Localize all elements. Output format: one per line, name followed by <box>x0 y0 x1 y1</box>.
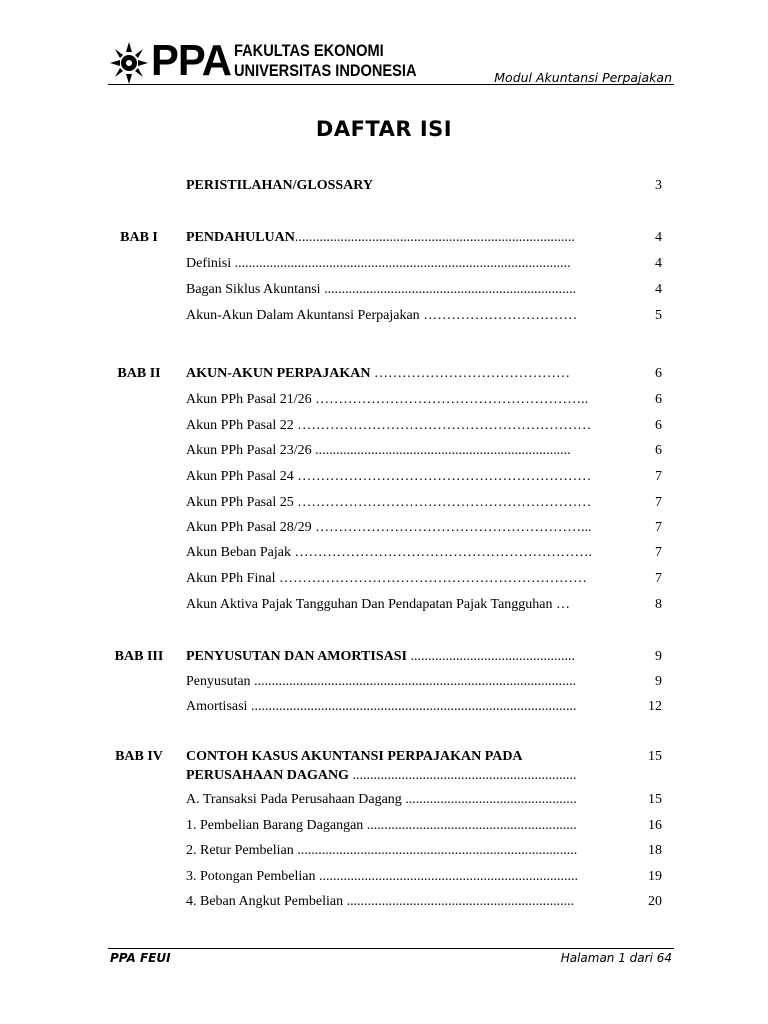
toc-row <box>0 390 768 410</box>
toc-entry-text: PENDAHULUAN <box>186 230 295 245</box>
toc-row <box>0 697 768 717</box>
page-title: DAFTAR ISI <box>315 117 453 141</box>
toc-entry[interactable] <box>186 647 620 667</box>
toc-entry-text: PENYUSUTAN DAN AMORTISASI <box>186 649 407 664</box>
toc-entry[interactable] <box>186 697 620 717</box>
toc-row <box>0 228 768 248</box>
toc-row <box>0 672 768 692</box>
module-title: Modul Akuntansi Perpajakan <box>494 70 672 85</box>
toc-page-number: 7 <box>655 469 662 484</box>
toc-entry[interactable] <box>186 390 620 410</box>
toc-entry[interactable] <box>186 364 620 384</box>
toc-row <box>0 747 768 767</box>
toc-leader-dots: ............................................... <box>406 649 575 664</box>
toc-entry[interactable] <box>186 543 620 563</box>
toc-entry-text: A. Transaksi Pada Perusahaan Dagang <box>186 792 402 807</box>
toc-page-number: 7 <box>655 495 662 510</box>
toc-row <box>0 841 768 861</box>
toc-row <box>0 892 768 912</box>
toc-row <box>0 176 768 196</box>
toc-page-number: 15 <box>648 792 662 807</box>
toc-entry[interactable] <box>186 766 620 786</box>
toc-leader-dots: ………………………………………………….. <box>311 392 589 407</box>
toc-entry-text: Akun Aktiva Pajak Tangguhan Dan Pendapatan Pajak Tangguhan <box>186 597 553 612</box>
toc-leader-dots: ........................................................................ <box>320 282 577 297</box>
toc-page-number: 4 <box>655 230 662 245</box>
toc-row <box>0 493 768 513</box>
toc-page-number: 5 <box>655 308 662 323</box>
toc-entry[interactable] <box>186 867 620 887</box>
toc-page-number: 6 <box>655 443 662 458</box>
toc-entry-text: Definisi <box>186 256 232 271</box>
toc-entry[interactable] <box>186 176 620 196</box>
toc-entry-text: Akun PPh Pasal 28/29 <box>186 520 312 535</box>
toc-entry[interactable] <box>186 228 620 248</box>
toc-page-number: 4 <box>655 256 662 271</box>
toc-page-number: 9 <box>655 649 662 664</box>
toc-entry-text: Akun PPh Pasal 23/26 <box>186 443 312 458</box>
toc-leader-dots: ................................................. <box>401 792 577 807</box>
toc-leader-dots: …………………………… <box>419 308 578 323</box>
footer-divider <box>108 948 674 949</box>
toc-entry[interactable] <box>186 280 620 300</box>
toc-entry-text: PERUSAHAAN DAGANG <box>186 768 349 783</box>
toc-leader-dots: ......................................................................... <box>311 443 571 458</box>
toc-row <box>0 364 768 384</box>
toc-entry-text: 4. Beban Angkut Pembelian <box>186 894 344 909</box>
toc-entry-text: Akun-Akun Dalam Akuntansi Perpajakan <box>186 308 420 323</box>
toc-page-number: 8 <box>655 597 662 612</box>
logo-faculty-name: FAKULTAS EKONOMI <box>234 41 384 60</box>
toc-entry[interactable] <box>186 841 620 861</box>
toc-leader-dots: … <box>552 597 571 612</box>
toc-entry[interactable] <box>186 306 620 326</box>
toc-page-number: 7 <box>655 571 662 586</box>
toc-leader-dots: ……………………………………………………… <box>293 418 592 433</box>
toc-entry-text: PERISTILAHAN/GLOSSARY <box>186 178 373 193</box>
toc-row <box>0 416 768 436</box>
toc-page-number: 7 <box>655 520 662 535</box>
toc-entry-text: Akun PPh Final <box>186 571 276 586</box>
toc-page-number: 6 <box>655 366 662 381</box>
toc-row <box>0 790 768 810</box>
toc-chapter-label: BAB III <box>114 649 164 664</box>
toc-entry-text: 3. Potongan Pembelian <box>186 869 316 884</box>
toc-page-number: 18 <box>648 843 662 858</box>
toc-leader-dots: ............................................................ <box>363 818 577 833</box>
university-emblem-icon <box>108 40 150 86</box>
toc-row <box>0 647 768 667</box>
toc-row <box>0 441 768 461</box>
toc-row <box>0 595 768 615</box>
header-divider <box>108 84 674 85</box>
toc-entry-text: Bagan Siklus Akuntansi <box>186 282 321 297</box>
toc-page-number: 16 <box>648 818 662 833</box>
toc-chapter-label: BAB I <box>120 230 158 245</box>
toc-page-number: 7 <box>655 545 662 560</box>
toc-leader-dots: ............................................................................................ <box>250 674 577 689</box>
toc-row <box>0 280 768 300</box>
toc-leader-dots: …………………………………… <box>370 366 570 381</box>
toc-leader-dots: …………………………………………………... <box>311 520 592 535</box>
toc-chapter-label: BAB IV <box>115 749 163 764</box>
toc-entry-text: Penyusutan <box>186 674 251 689</box>
toc-row <box>0 518 768 538</box>
toc-page-number: 4 <box>655 282 662 297</box>
toc-leader-dots: ............................................................................................. <box>247 699 577 714</box>
toc-entry[interactable] <box>186 493 620 513</box>
logo-university-name: UNIVERSITAS INDONESIA <box>234 61 417 80</box>
toc-row <box>0 254 768 274</box>
toc-row <box>0 569 768 589</box>
toc-entry-text: Akun PPh Pasal 25 <box>186 495 294 510</box>
toc-entry-text: Akun PPh Pasal 21/26 <box>186 392 312 407</box>
toc-page-number: 19 <box>648 869 662 884</box>
toc-page-number: 15 <box>648 749 662 764</box>
toc-row <box>0 306 768 326</box>
toc-entry[interactable] <box>186 467 620 487</box>
toc-entry[interactable] <box>186 254 620 274</box>
toc-leader-dots: ………………………………………………………… <box>275 571 587 586</box>
faculty-logo <box>108 36 417 86</box>
toc-page-number: 12 <box>648 699 662 714</box>
toc-leader-dots: ................................................................................ <box>294 230 575 245</box>
toc-entry-text: 2. Retur Pembelian <box>186 843 294 858</box>
toc-page-number: 9 <box>655 674 662 689</box>
toc-entry-text: 1. Pembelian Barang Dagangan <box>186 818 364 833</box>
toc-entry-text: Amortisasi <box>186 699 248 714</box>
toc-page-number: 6 <box>655 418 662 433</box>
toc-entry[interactable] <box>186 892 620 912</box>
toc-entry[interactable] <box>186 441 620 461</box>
toc-entry-text: Akun Beban Pajak <box>186 545 291 560</box>
toc-entry[interactable] <box>186 569 620 589</box>
toc-row <box>0 543 768 563</box>
toc-entry[interactable] <box>186 747 620 767</box>
toc-leader-dots: ................................................................. <box>343 894 575 909</box>
toc-entry[interactable] <box>186 790 620 810</box>
toc-leader-dots: ……………………………………………………… <box>293 469 592 484</box>
toc-entry[interactable] <box>186 416 620 436</box>
toc-page-number: 6 <box>655 392 662 407</box>
toc-row <box>0 467 768 487</box>
toc-entry[interactable] <box>186 595 620 615</box>
toc-entry[interactable] <box>186 816 620 836</box>
toc-leader-dots: ……………………………………………………… <box>293 495 592 510</box>
toc-entry-text: CONTOH KASUS AKUNTANSI PERPAJAKAN PADA <box>186 749 523 764</box>
footer-page-number: Halaman 1 dari 64 <box>560 951 672 965</box>
toc-leader-dots: ………………………………………………………. <box>290 545 592 560</box>
toc-row <box>0 867 768 887</box>
toc-chapter-label: BAB II <box>117 366 161 381</box>
toc-page-number: 20 <box>648 894 662 909</box>
toc-leader-dots: .......................................................................... <box>315 869 578 884</box>
footer-publisher: PPA FEUI <box>110 951 171 965</box>
toc-entry[interactable] <box>186 518 620 538</box>
toc-entry-text: Akun PPh Pasal 22 <box>186 418 294 433</box>
toc-row <box>0 816 768 836</box>
toc-page-number: 3 <box>655 178 662 193</box>
logo-ppa-text: PPA <box>151 36 232 85</box>
toc-entry[interactable] <box>186 672 620 692</box>
toc-row <box>0 766 768 786</box>
toc-leader-dots: ................................................................ <box>348 768 577 783</box>
toc-entry-text: Akun PPh Pasal 24 <box>186 469 294 484</box>
toc-entry-text: AKUN-AKUN PERPAJAKAN <box>186 366 371 381</box>
toc-leader-dots: ................................................................................................ <box>231 256 571 271</box>
toc-leader-dots: ................................................................................ <box>293 843 578 858</box>
